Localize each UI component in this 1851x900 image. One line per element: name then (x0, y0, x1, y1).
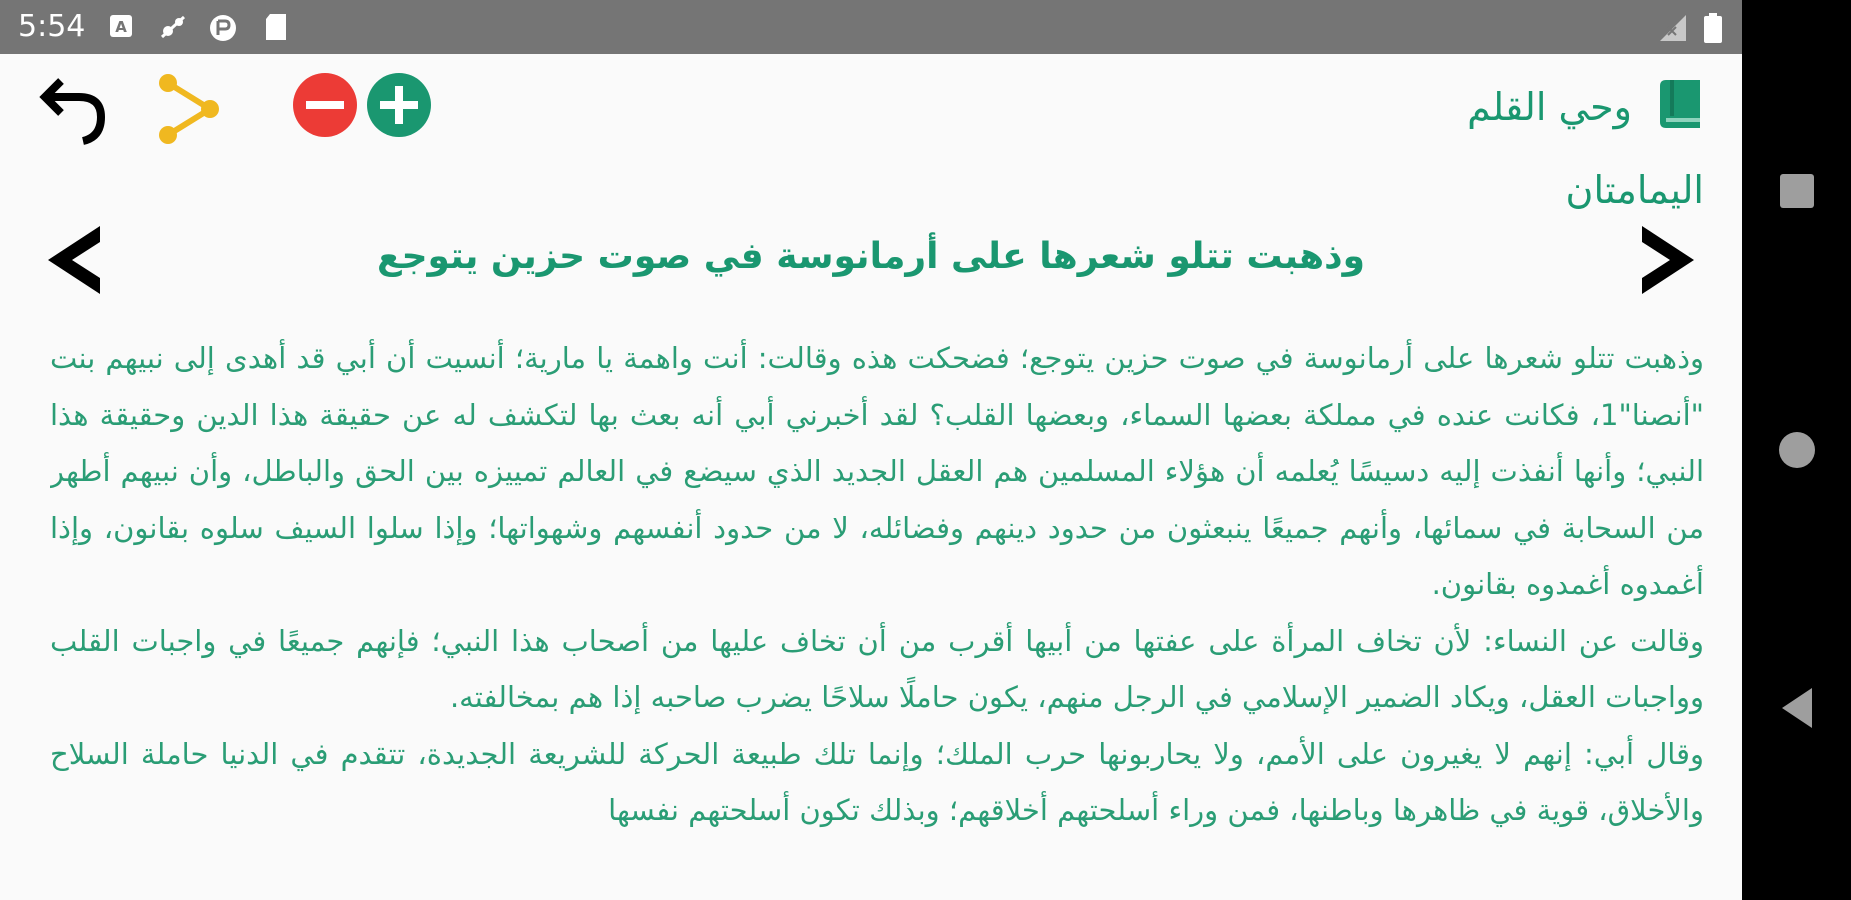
share-icon (156, 73, 222, 149)
svg-text:A: A (115, 18, 127, 36)
chapter-title: وذهبت تتلو شعرها على أرمانوسة في صوت حزين يتوجع (377, 236, 1365, 277)
article-content (50, 330, 1704, 860)
status-bar (0, 0, 1742, 54)
undo-arrow-icon (39, 71, 109, 149)
paragraph: وقالت عن النساء: لأن تخاف المرأة على عفتها من أبيها أقرب من أن تخاف عليها من أصحاب هذا النبي؛ فإنهم جميعًا في واجبات القلب وواجبات العقل، ويكاد الضمير الإسلامي في الرجل منهم، يكون حاملًا سلاحًا يضرب صاحبه إذا هم بمخالفته. (50, 623, 1704, 714)
paragraph: وقال أبي: إنهم لا يغيرون على الأمم، ولا يحاربونها حرب الملك؛ وإنما تلك طبيعة الحركة للشريعة الجديدة، تتقدم في الدنيا حاملة السلاح والأخلاق، قوية في ظاهرها وباطنها، فمن وراء أسلحتهم أخلاقهم؛ وبذلك تكون أسلحتهم نفسها (50, 736, 1704, 827)
square-icon (1778, 172, 1816, 214)
chevron-right-icon (1634, 283, 1706, 302)
undo-button[interactable] (36, 72, 112, 148)
sd-card-icon (264, 13, 288, 45)
next-chapter-button[interactable] (1634, 222, 1706, 302)
zoom-in-button[interactable] (366, 74, 432, 140)
chevron-left-icon (36, 283, 108, 302)
back-button[interactable] (1742, 686, 1851, 734)
book-icon (1658, 78, 1702, 134)
notification-a-icon (108, 13, 134, 43)
app-title: وحي القلم (1467, 85, 1632, 129)
circle-icon (1777, 430, 1817, 474)
paragraph: وذهبت تتلو شعرها على أرمانوسة في صوت حزين يتوجع؛ فضحكت هذه وقالت: أنت واهمة يا مارية؛ أنسيت أن أبي قد أهدى إلى نبيهم بنت "أنصنا"1، فكانت عنده في مملكة بعضها السماء، وبعضها القلب؟ لقد أخبرني أبي أنه بعث بها لتكشف له عن حقيقة هذا الدين وحقيقة هذا النبي؛ وأنها أنفذت إليه دسيسًا يُعلمه أن هؤلاء المسلمين هم العقل الجديد الذي سيضع في العالم تمييزه بين الحق والباطل، وأن نبيهم أطهر من السحابة في سمائها، وأنهم جميعًا ينبعثون من حدود دينهم وفضائله، لا من حدود أنفسهم وشهواتها؛ وإذا سلوا السيف سلوه بقانون، وإذا أغمدوه أغمدوه بقانون. (50, 341, 1704, 601)
zoom-out-button[interactable] (292, 74, 358, 140)
status-time: 5:54 (18, 9, 86, 44)
signal-icon (1658, 13, 1688, 47)
section-title: اليمامتان (1565, 168, 1704, 212)
chapter-navigation (0, 216, 1742, 306)
share-button[interactable] (156, 76, 222, 146)
sync-icon (208, 13, 238, 47)
prev-chapter-button[interactable] (36, 222, 108, 302)
recents-button[interactable] (1742, 172, 1851, 214)
system-navigation-bar (1742, 0, 1851, 900)
mute-icon (158, 13, 188, 45)
triangle-back-icon (1778, 686, 1816, 734)
battery-icon (1704, 13, 1722, 47)
home-button[interactable] (1742, 430, 1851, 474)
plus-circle-icon (366, 72, 432, 142)
minus-circle-icon (292, 72, 358, 142)
